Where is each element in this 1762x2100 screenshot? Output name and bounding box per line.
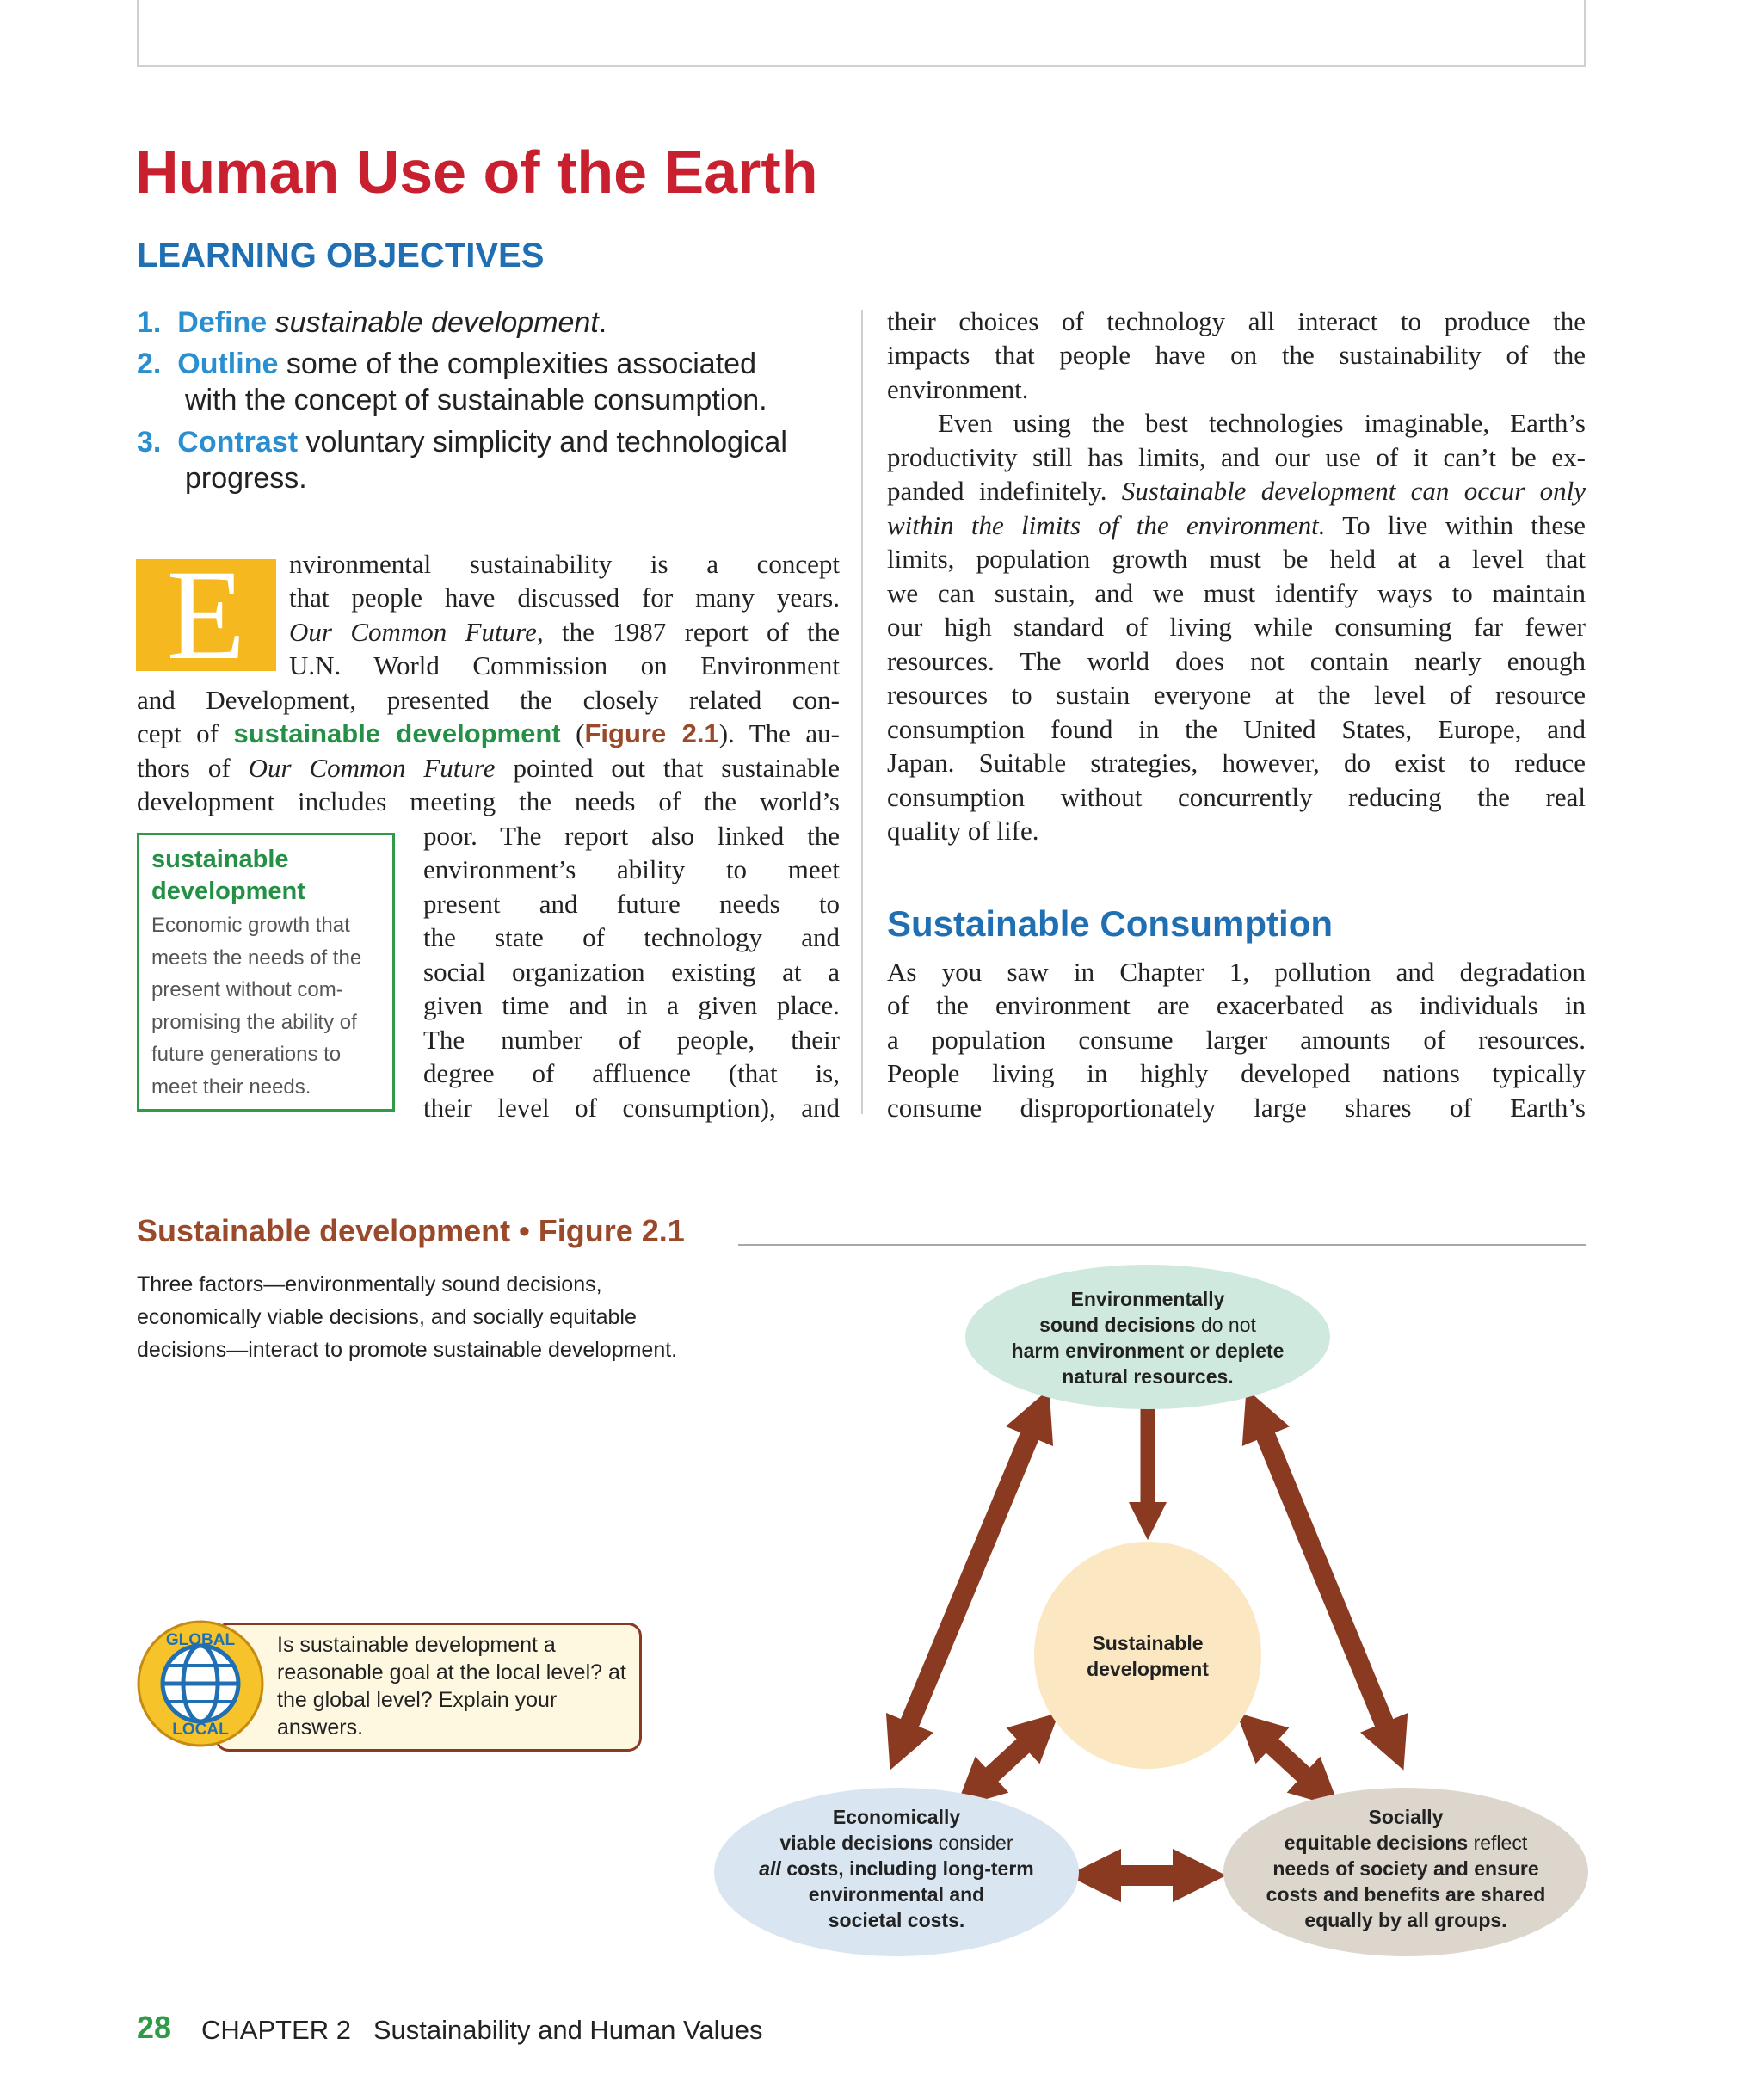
- col2-line: consumption without concurrently reducing the real: [887, 782, 1586, 812]
- objective-3: 3. Contrast voluntary simplicity and technological progress.: [137, 426, 787, 495]
- figure-description: Three factors—environmentally sound decisions, economically viable decisions, and socially equitable decisions—interact to promote sustainable development.: [137, 1272, 678, 1362]
- svg-text:development: development: [1087, 1658, 1209, 1680]
- svg-text:Economically: Economically: [832, 1806, 961, 1828]
- col2-line: consumption found in the United States, Europe, and: [887, 714, 1586, 744]
- figure-rule: [738, 1244, 1586, 1246]
- page-title: Human Use of the Earth: [135, 139, 818, 206]
- col2-line: Even using the best technologies imaginable, Earth’s: [938, 408, 1586, 438]
- intro-line: present and future needs to: [423, 889, 840, 919]
- col2-line: a population consume larger amounts of resources.: [887, 1025, 1586, 1055]
- col2-line: their choices of technology all interact to produce the: [887, 306, 1586, 336]
- learning-objectives-heading: LEARNING OBJECTIVES: [137, 237, 545, 274]
- sustainability-diagram: [705, 1265, 1600, 1970]
- objective-2: 2. Outline some of the complexities associated with the concept of sustainable consumption.: [137, 348, 767, 416]
- svg-text:equitable decisions reflect: equitable decisions reflect: [1284, 1832, 1528, 1854]
- drop-cap: E: [136, 559, 276, 671]
- svg-text:natural resources.: natural resources.: [1062, 1365, 1234, 1388]
- term-link: sustainable development: [233, 718, 561, 748]
- intro-line: and Development, presented the closely related con-: [137, 685, 840, 715]
- intro-line: cept of sustainable development (Figure 2.1). The au-: [137, 718, 841, 748]
- svg-text:needs of society and ensure: needs of society and ensure: [1272, 1857, 1539, 1880]
- intro-line: Our Common Future, the 1987 report of the: [289, 617, 841, 647]
- intro-line: social organization existing at a: [423, 957, 840, 987]
- svg-text:societal costs.: societal costs.: [828, 1909, 965, 1931]
- globe-icon: [136, 1619, 265, 1748]
- global-local-question: Is sustainable development a reasonable goal at the local level? at the global level? Explain your answers.: [277, 1633, 626, 1740]
- intro-line: that people have discussed for many years.: [289, 582, 840, 613]
- intro-line: their level of consumption), and: [423, 1093, 840, 1123]
- intro-line: nvironmental sustainability is a concept: [289, 549, 840, 579]
- center-node: [1034, 1542, 1261, 1769]
- svg-text:LOCAL: LOCAL: [172, 1721, 229, 1739]
- svg-text:equally by all groups.: equally by all groups.: [1304, 1909, 1507, 1931]
- svg-text:environmental and: environmental and: [808, 1883, 985, 1906]
- figure-reference: Figure 2.1: [584, 718, 719, 748]
- intro-line: environment’s ability to meet: [423, 854, 840, 884]
- col2-line: of the environment are exacerbated as individuals in: [887, 990, 1586, 1020]
- intro-line: given time and in a given place.: [423, 990, 840, 1020]
- intro-line: U.N. World Commission on Environment: [289, 650, 840, 680]
- col2-line: our high standard of living while consuming far fewer: [887, 612, 1586, 642]
- svg-text:harm environment or deplete: harm environment or deplete: [1011, 1339, 1285, 1362]
- col2-line: Japan. Suitable strategies, however, do exist to reduce: [887, 748, 1586, 778]
- col2-line: As you saw in Chapter 1, pollution and degradation: [887, 957, 1586, 987]
- col2-line: productivity still has limits, and our use of it can’t be ex-: [887, 442, 1586, 472]
- chapter-footer: CHAPTER 2 Sustainability and Human Values: [201, 2015, 763, 2045]
- figure-caption: Sustainable development • Figure 2.1: [137, 1213, 685, 1248]
- intro-line: poor. The report also linked the: [423, 821, 840, 851]
- col2-line: resources. The world does not contain nearly enough: [887, 646, 1586, 676]
- header-frame: [137, 0, 1586, 67]
- arrow-top-left: [900, 1413, 1039, 1746]
- page-number: 28: [137, 2010, 172, 2045]
- col2-line: People living in highly developed nations typically: [887, 1058, 1586, 1088]
- objective-1: 1. Define sustainable development.: [137, 306, 607, 339]
- svg-text:costs and benefits are shared: costs and benefits are shared: [1266, 1883, 1546, 1906]
- arrow-left-center: [974, 1729, 1041, 1791]
- svg-text:viable decisions consider: viable decisions consider: [779, 1832, 1013, 1854]
- svg-text:all costs, including long-term: all costs, including long-term: [759, 1857, 1034, 1880]
- intro-line: The number of people, their: [423, 1025, 840, 1055]
- svg-text:Environmentally: Environmentally: [1070, 1288, 1225, 1310]
- col2-line: quality of life.: [887, 816, 1039, 846]
- intro-line: development includes meeting the needs of the world’s: [137, 786, 840, 816]
- arrow-right-center: [1254, 1729, 1322, 1791]
- col2-line: environment.: [887, 374, 1029, 404]
- col2-line: limits, population growth must be held at a level that: [887, 544, 1586, 574]
- column-divider: [861, 310, 863, 1114]
- glossary-term: development: [151, 878, 305, 905]
- intro-line: the state of technology and: [423, 922, 840, 952]
- section-heading: Sustainable Consumption: [887, 903, 1334, 944]
- glossary-term: sustainable: [151, 846, 289, 873]
- svg-text:GLOBAL: GLOBAL: [165, 1631, 236, 1649]
- svg-text:Sustainable: Sustainable: [1092, 1632, 1204, 1654]
- col2-line: resources to sustain everyone at the level of resource: [887, 680, 1586, 710]
- svg-text:sound decisions do not: sound decisions do not: [1039, 1314, 1256, 1336]
- glossary-box: [137, 833, 395, 1112]
- svg-text:Socially: Socially: [1368, 1806, 1444, 1828]
- col2-line: within the limits of the environment. To live within these: [887, 510, 1586, 540]
- col2-line: consume disproportionately large shares of Earth’s: [887, 1093, 1586, 1123]
- col2-line: impacts that people have on the sustainability of the: [887, 340, 1586, 370]
- arrow-top-right: [1256, 1413, 1394, 1746]
- col2-line: we can sustain, and we must identify ways to maintain: [887, 578, 1586, 608]
- intro-line: degree of affluence (that is,: [423, 1058, 840, 1088]
- intro-line: thors of Our Common Future pointed out that sustainable: [137, 753, 841, 783]
- glossary-definition: Economic growth that meets the needs of the present without com- promising the ability of future generations to meet their needs.: [151, 914, 362, 1099]
- col2-line: panded indefinitely. Sustainable development can occur only: [887, 476, 1586, 506]
